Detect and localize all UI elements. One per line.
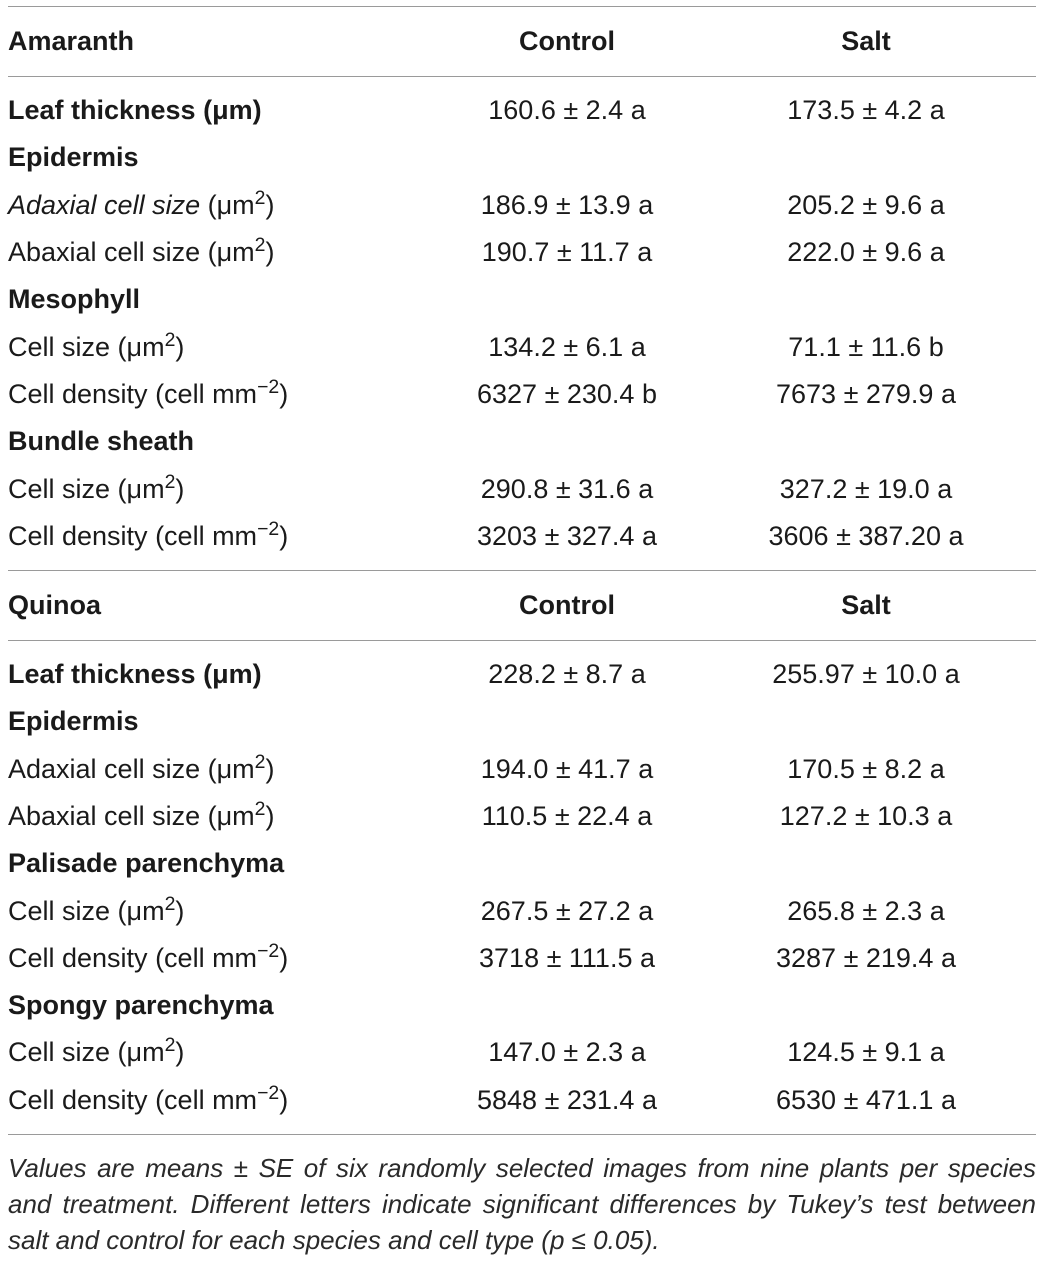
row-label-unit: (μm [200,189,255,220]
row-label-text: Cell size (μm [8,895,165,926]
unit-close: ) [175,473,185,504]
table-row [8,651,1036,698]
unit-exponent: 2 [164,328,176,351]
control-cell: 228.2 ± 8.7 a [488,659,646,690]
data-table [8,6,1036,1135]
header-rule [8,76,1036,77]
row-label-text: Cell density (cell mm [8,1084,258,1115]
table-row [8,793,1036,840]
unit-close: ) [265,237,275,268]
species-header: Amaranth [8,26,135,56]
table-footnote: Values are means ± SE of six randomly selected images from nine plants per species and treatment. Different letters indicate significant differences by Tukey’s test between salt and control for each species and cell type (p ≤ 0.05). [8,1153,1036,1255]
salt-cell: 327.2 ± 19.0 a [779,473,953,504]
table-row [8,229,1036,276]
control-cell: 5848 ± 231.4 a [477,1084,657,1115]
salt-cell: 170.5 ± 8.2 a [787,753,945,784]
header-rule [8,640,1036,641]
row-label [8,234,438,268]
unit-exponent: 2 [254,798,266,820]
unit-close: ) [279,1084,289,1115]
group-row [8,418,1036,465]
salt-cell: 265.8 ± 2.3 a [787,895,945,926]
group-row [8,982,1036,1029]
unit-close: ) [279,942,289,973]
group-row [8,134,1036,181]
salt-cell: 71.1 ± 11.6 b [788,331,944,362]
table-row [8,1077,1036,1124]
group-label: Epidermis [8,706,139,737]
row-label-text: Cell density (cell mm [8,378,258,409]
control-cell: 147.0 ± 2.3 a [488,1037,646,1068]
table-row [8,887,1036,934]
control-header: Control [519,26,615,56]
control-cell: 6327 ± 230.4 b [477,378,657,409]
table-row [8,935,1036,982]
row-label-text: Leaf thickness (μm) [8,95,262,126]
salt-cell: 222.0 ± 9.6 a [787,237,945,268]
salt-cell: 124.5 ± 9.1 a [787,1037,945,1068]
row-label-text: Cell density (cell mm [8,520,258,551]
table-row [8,746,1036,793]
unit-close: ) [265,189,275,220]
table-row [8,87,1036,134]
control-cell: 160.6 ± 2.4 a [488,95,646,126]
table-row [8,182,1036,229]
control-cell: 110.5 ± 22.4 a [481,801,653,831]
unit-exponent: 2 [164,1034,176,1057]
row-label-text: Abaxial cell size (μm [8,801,255,831]
salt-cell: 255.97 ± 10.0 a [772,659,960,690]
section-spacer [8,1124,1036,1134]
unit-close: ) [265,753,275,784]
unit-exponent: 2 [164,470,176,493]
group-label: Palisade parenchyma [8,848,285,879]
row-label-text: Adaxial cell size [8,189,201,220]
control-cell: 267.5 ± 27.2 a [480,895,654,926]
salt-header: Salt [841,589,891,620]
unit-exponent: −2 [257,939,280,962]
row-label [8,186,438,220]
salt-header: Salt [841,26,891,56]
unit-exponent: −2 [257,375,280,398]
salt-cell: 127.2 ± 10.3 a [779,801,953,831]
species-header: Quinoa [8,589,101,620]
unit-exponent: −2 [257,517,280,540]
row-label [8,328,438,362]
row-label [8,97,438,124]
row-label-text: Cell size (μm [8,1037,165,1068]
salt-cell: 6530 ± 471.1 a [776,1084,956,1115]
table-row [8,1029,1036,1076]
unit-exponent: 2 [254,750,266,773]
table-row [8,465,1036,512]
row-label [8,375,438,409]
section-spacer [8,560,1036,570]
row-label-text: Cell size (μm [8,331,165,362]
table-bottom-rule [8,1134,1036,1135]
salt-cell: 7673 ± 279.9 a [776,378,956,409]
unit-close: ) [265,801,275,831]
row-label [8,661,438,688]
row-label [8,1081,438,1115]
salt-cell: 3287 ± 219.4 a [776,942,956,973]
table-row [8,371,1036,418]
control-cell: 290.8 ± 31.6 a [480,473,654,504]
control-cell: 194.0 ± 41.7 a [480,753,654,784]
row-label [8,1034,438,1068]
table-row [8,323,1036,370]
unit-exponent: 2 [164,892,176,915]
unit-close: ) [175,1037,185,1068]
row-label [8,939,438,973]
salt-cell: 205.2 ± 9.6 a [787,189,945,220]
control-cell: 134.2 ± 6.1 a [488,331,646,362]
row-label-text: Leaf thickness (μm) [8,659,262,690]
unit-close: ) [175,331,185,362]
control-header: Control [519,589,615,620]
salt-cell: 3606 ± 387.20 a [768,520,964,551]
unit-close: ) [279,520,289,551]
unit-close: ) [175,895,185,926]
unit-exponent: 2 [254,186,266,209]
control-cell: 186.9 ± 13.9 a [480,189,654,220]
table-row [8,513,1036,560]
group-row [8,698,1036,745]
row-label [8,798,438,831]
control-cell: 3718 ± 111.5 a [479,942,655,973]
row-label [8,750,438,784]
row-label-text: Abaxial cell size (μm [8,237,255,268]
row-label-text: Cell size (μm [8,473,165,504]
group-label: Bundle sheath [8,426,195,457]
group-row [8,840,1036,887]
group-label: Mesophyll [8,284,141,315]
control-cell: 190.7 ± 11.7 a [481,237,653,268]
group-row [8,276,1036,323]
salt-cell: 173.5 ± 4.2 a [787,95,945,126]
group-label: Spongy parenchyma [8,990,274,1021]
row-label-text: Adaxial cell size (μm [8,753,255,784]
header-row [8,7,1036,76]
group-label: Epidermis [8,142,139,173]
header-row [8,571,1036,640]
control-cell: 3203 ± 327.4 a [477,520,657,551]
row-label [8,470,438,504]
unit-exponent: 2 [254,234,266,257]
row-label [8,892,438,926]
unit-close: ) [279,378,289,409]
row-label [8,517,438,551]
row-label-text: Cell density (cell mm [8,942,258,973]
unit-exponent: −2 [257,1081,280,1104]
